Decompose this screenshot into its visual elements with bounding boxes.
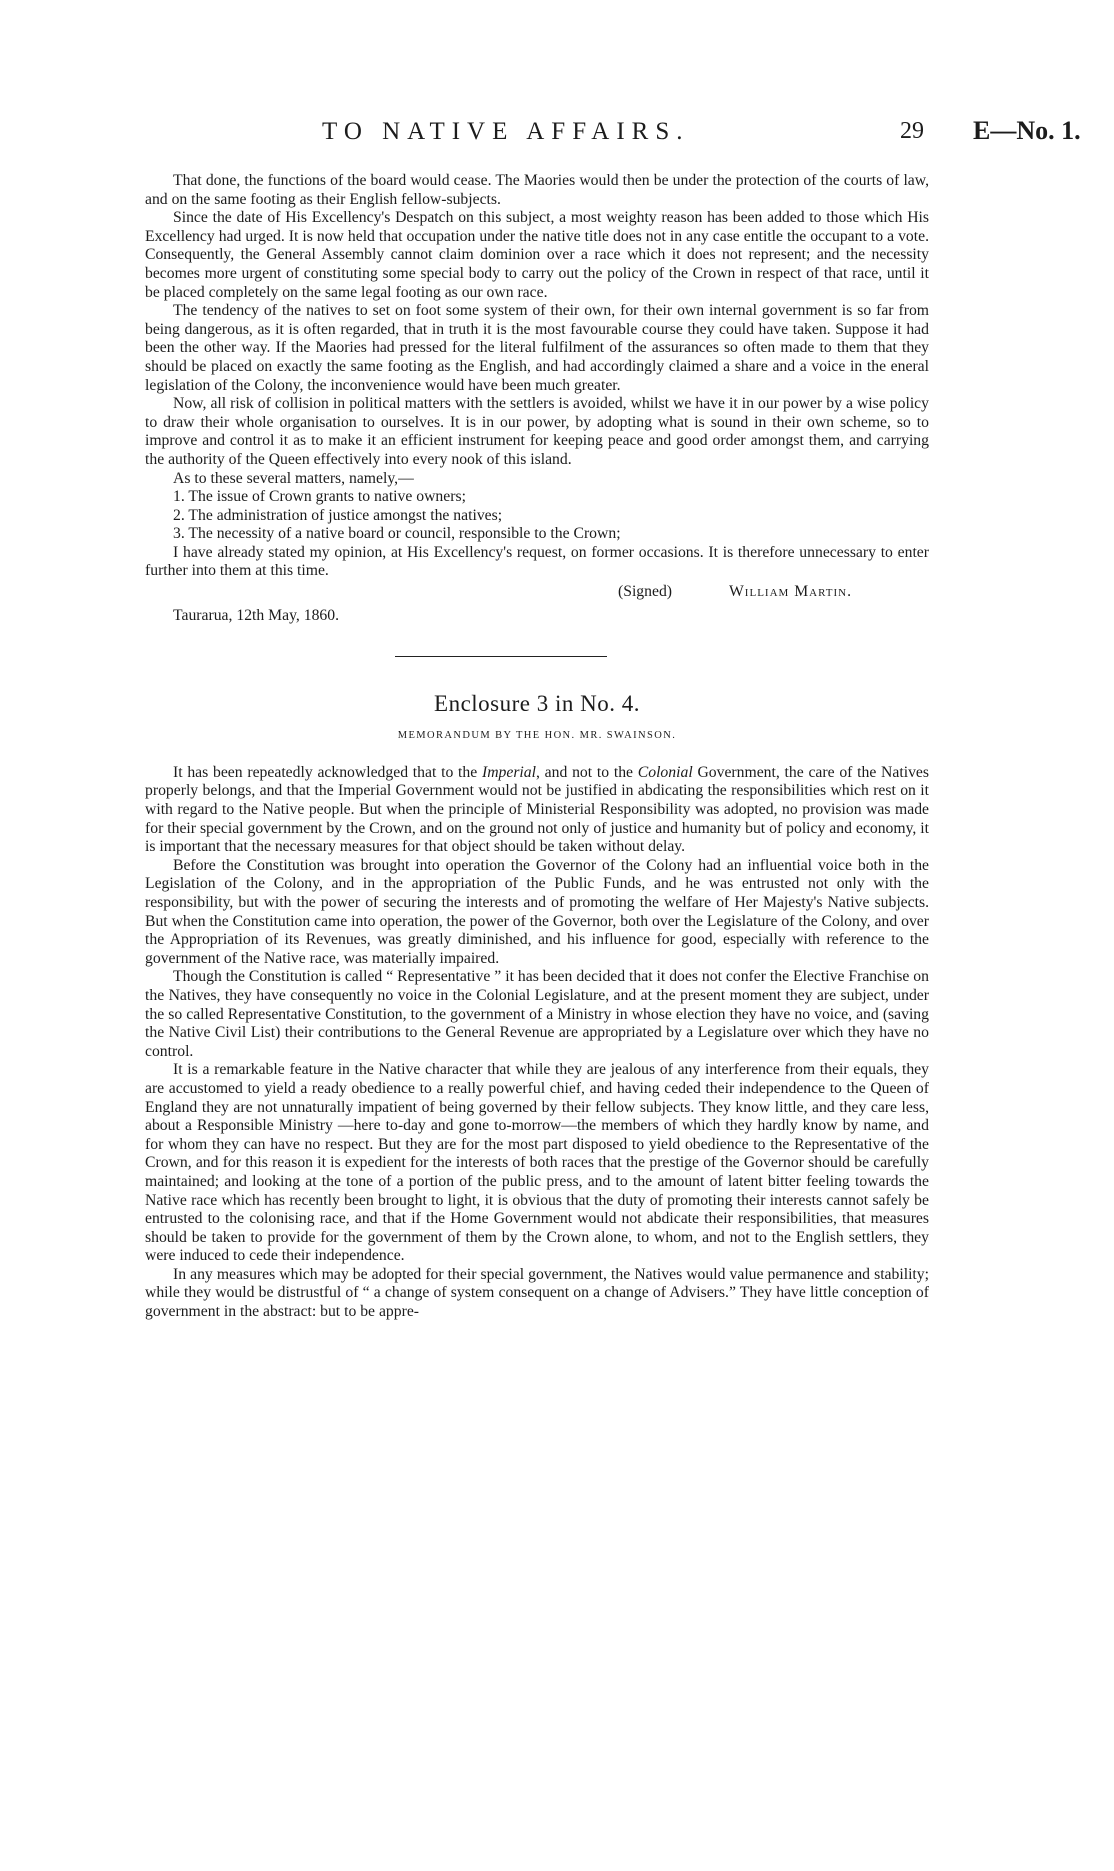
place-and-date: Taurarua, 12th May, 1860. bbox=[173, 607, 340, 625]
signature-block bbox=[145, 583, 929, 607]
running-head bbox=[0, 118, 1114, 152]
memorandum-heading: MEMORANDUM BY THE HON. MR. SWAINSON. bbox=[397, 730, 677, 742]
italic-imperial: Imperial bbox=[481, 763, 536, 781]
list-item: 3. The necessity of a native board or council, responsible to the Crown; bbox=[173, 525, 621, 543]
body-text bbox=[145, 172, 929, 1322]
paragraph: It is a remarkable feature in the Native character that while they are jealous of any interference from their equals, they are accustomed to yield a ready obedience to a really powerful chief, and having ceded their independence to the Queen of England they are not unnaturally impatient of being governed by their fellow subjects. They know little, and they care less, about a Responsible Ministry —here to-day and gone to-morrow—the members of which they hardly know by name, and for whom they can have no respect. But they are for the most part disposed to yield obedience to the Representative of the Crown, and for this reason it is expedient for the interests of both races that the prestige of the Governor should be carefully maintained; and looking at the tone of a portion of the public press, and to the amount of latent bitter feeling towards the Native race which has recently been brought to light, it is obvious that the duty of promoting their interests cannot safely be entrusted to the colonising race, and that if the Home Government would not abdicate their responsibilities, that measures should be taken to provide for the government of them by the Crown alone, to whom, and not to the English settlers, they were induced to cede their independence. bbox=[145, 1061, 929, 1265]
enclosure-title: Enclosure 3 in No. 4. bbox=[434, 690, 640, 716]
section-divider bbox=[395, 656, 607, 657]
paragraph: The tendency of the natives to set on foot some system of their own, for their own internal government is so far from being dangerous, as it is often regarded, that in truth it is the most favourable course they could have taken. Suppose it had been the other way. If the Maories had pressed for the literal fulfilment of the assurances so often made to them that they should be placed on exactly the same footing as the English, and had accordingly claimed a share and a voice in the eneral legislation of the Colony, the inconvenience would have been much greater. bbox=[145, 302, 929, 394]
list-item: 1. The issue of Crown grants to native owners; bbox=[173, 488, 466, 506]
paragraph: Though the Constitution is called “ Representative ” it has been decided that it does not confer the Elective Franchise on the Natives, they have consequently no voice in the Colonial Legislature, and at the present moment they are subject, under the so called Representative Constitution, to the government of a Ministry in whose election they have no voice, and (saving the Native Civil List) their contributions to the General Revenue are appropriated by a Legislature over which they have no control. bbox=[145, 968, 929, 1060]
paragraph: Now, all risk of collision in political matters with the settlers is avoided, whilst we have it in our power by a wise policy to draw their whole organisation to ourselves. It is in our power, by adopting what is sound in their own scheme, so to improve and control it as to make it an efficient instrument for keeping peace and good order amongst them, and carrying the authority of the Queen effectively into every nook of this island. bbox=[145, 395, 929, 468]
signed-label: (Signed) bbox=[618, 583, 673, 601]
paragraph: Since the date of His Excellency's Despatch on this subject, a most weighty reason has been added to those which His Excellency had urged. It is now held that occupation under the native title does not in any case entitle the occupant to a vote. Consequently, the General Assembly cannot claim dominion over a race which it does not represent; and the necessity becomes more urgent of constituting some special body to carry out the policy of the Crown in respect of that race, until it be placed completely on the same legal footing as our own race. bbox=[145, 209, 929, 301]
signatory-name: William Martin. bbox=[729, 583, 853, 601]
paragraph: As to these several matters, namely,— bbox=[173, 469, 414, 487]
paragraph: Before the Constitution was brought into operation the Governor of the Colony had an influential voice both in the Legislation of the Colony, and in the appropriation of the Public Funds, and he was entrusted not only with the responsibility, but with the power of securing the interests and of promoting the welfare of Her Majesty's Native subjects. But when the Constitution came into operation, the power of the Governor, both over the Legislature of the Colony, and over the Appropriation of its Revenues, was greatly diminished, and his influence for good, especially with reference to the government of the Native race, was materially impaired. bbox=[145, 856, 929, 967]
running-head-title: TO NATIVE AFFAIRS. bbox=[322, 118, 690, 145]
paragraph: It has been repeatedly acknowledged that to the Imperial, and not to the Colonial Government, the care of the Natives properly belongs, and that the Imperial Government would not be justified in abdicating the responsibilities which rest on it with regard to the Native people. But when the principle of Ministerial Responsibility was adopted, no provision was made for their special government by the Crown, and on the ground not only of justice and humanity but of policy and economy, it is important that the necessary measures for that object should be taken without delay. bbox=[145, 763, 929, 856]
closing-paragraph: I have already stated my opinion, at His Excellency's request, on former occasions. It is therefore unnecessary to enter further into them at this time. bbox=[145, 543, 929, 580]
paragraph: That done, the functions of the board would cease. The Maories would then be under the protection of the courts of law, and on the same footing as their English fellow-subjects. bbox=[145, 172, 929, 208]
italic-colonial: Colonial bbox=[637, 763, 693, 781]
page-number: 29 bbox=[900, 118, 924, 144]
paragraph: In any measures which may be adopted for their special government, the Natives would value permanence and stability; while they would be distrustful of “ a change of system consequent on a change of Advisers.” They have little conception of government in the abstract: but to be appre- bbox=[145, 1265, 929, 1321]
numbered-list bbox=[145, 488, 929, 544]
document-reference: E—No. 1. bbox=[973, 116, 1081, 145]
list-item: 2. The administration of justice amongst the natives; bbox=[173, 506, 503, 524]
